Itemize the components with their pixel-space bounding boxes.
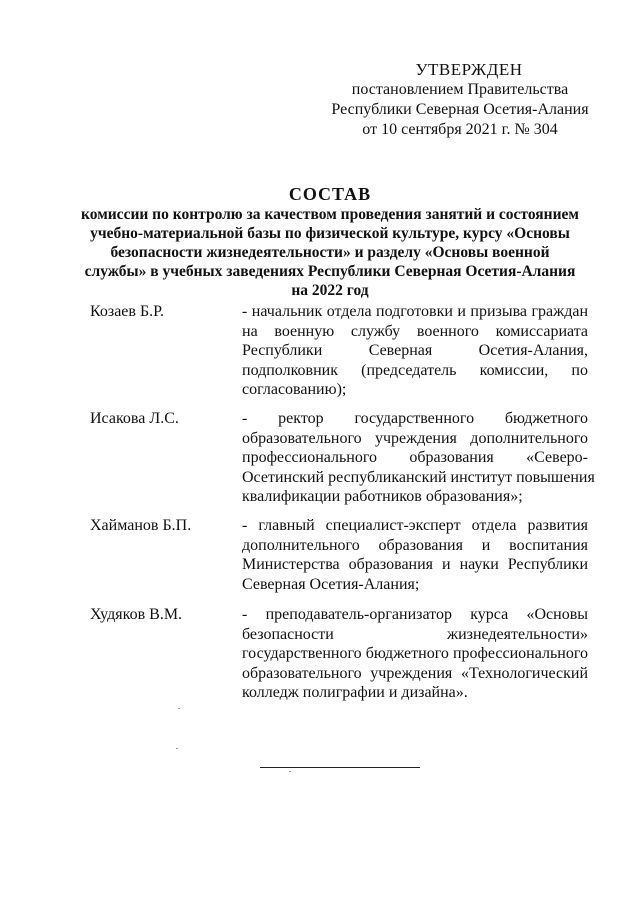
approval-line: Республики Северная Осетия-Алания xyxy=(331,101,589,118)
member-name: Козаев Б.Р. xyxy=(90,303,165,320)
role-line: - начальник отдела подготовки и призыва граждан xyxy=(242,303,588,320)
approval-line: постановлением Правительства xyxy=(351,81,569,98)
document-title: СОСТАВ xyxy=(288,184,372,204)
member-name: Исакова Л.С. xyxy=(90,410,179,427)
role-line: - преподаватель-организатор курса «Основы xyxy=(242,606,588,623)
scan-speck xyxy=(176,748,178,749)
role-line: согласованию); xyxy=(242,381,347,398)
subtitle-line: безопасности жизнедеятельности» и разделу «Основы военной xyxy=(110,244,550,261)
member-entry xyxy=(90,302,590,409)
role-line: образовательного учреждения «Технологический xyxy=(242,664,588,682)
role-line: - главный специалист-эксперт отдела развития xyxy=(242,517,588,534)
member-role xyxy=(242,605,588,701)
member-entry xyxy=(90,605,590,701)
role-line: дополнительного образования и воспитания xyxy=(242,536,588,554)
approval-line: от 10 сентября 2021 г. № 304 xyxy=(362,121,558,138)
member-role xyxy=(242,302,588,409)
subtitle-line: службы» в учебных заведениях Республики Северная Осетия-Алания xyxy=(84,263,576,280)
member-entry xyxy=(90,516,590,605)
role-line: Осетинский республиканский институт повышения xyxy=(242,468,595,486)
document-subtitle xyxy=(60,205,600,300)
role-line: колледж полиграфии и дизайна». xyxy=(242,684,468,701)
role-line: профессионального образования «Северо- xyxy=(242,449,588,466)
subtitle-line: на 2022 год xyxy=(291,282,369,299)
role-line: Министерства образования и науки Республики xyxy=(242,556,588,573)
role-line: Северная Осетия-Алания; xyxy=(242,575,420,593)
document-heading xyxy=(60,183,600,300)
member-name: Хайманов Б.П. xyxy=(90,517,192,534)
role-line: Республики Северная Осетия-Алания, xyxy=(242,342,588,359)
member-role xyxy=(242,516,588,605)
scan-speck xyxy=(289,771,291,772)
approval-heading: УТВЕРЖДЕН xyxy=(415,60,523,79)
member-role xyxy=(242,409,595,516)
role-line: безопасности жизнедеятельности» xyxy=(242,625,588,643)
end-divider xyxy=(260,767,420,768)
role-line: на военную службу военного комиссариата xyxy=(242,322,588,340)
role-line: государственного бюджетного профессионального xyxy=(242,645,588,662)
subtitle-line: комиссии по контролю за качеством проведения занятий и состоянием xyxy=(81,206,579,223)
approval-stamp xyxy=(300,60,620,140)
members-list xyxy=(90,302,595,701)
role-line: - ректор государственного бюджетного xyxy=(242,410,588,427)
role-line: образовательного учреждения дополнительного xyxy=(242,429,588,447)
member-entry xyxy=(90,409,595,516)
role-line: квалификации работников образования»; xyxy=(242,488,523,505)
subtitle-line: учебно-материальной базы по физической культуре, курсу «Основы xyxy=(90,225,570,242)
scan-speck xyxy=(178,708,180,709)
member-name: Худяков В.М. xyxy=(90,606,183,623)
role-line: подполковник (председатель комиссии, по xyxy=(242,361,588,379)
